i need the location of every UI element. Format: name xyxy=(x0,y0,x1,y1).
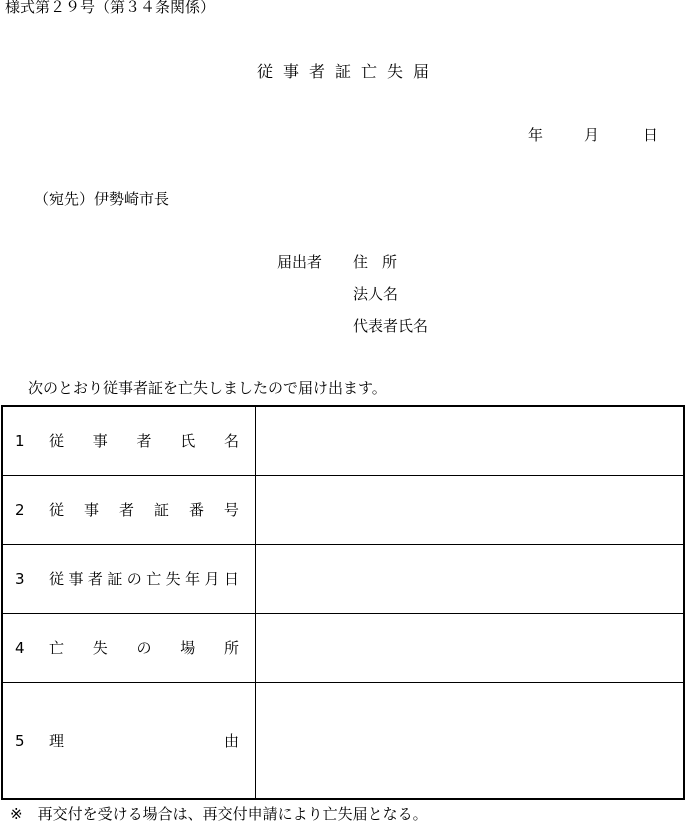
form-table xyxy=(1,405,685,800)
label-char: 号 xyxy=(223,501,239,519)
label-char: 者 xyxy=(118,501,134,519)
loss-date-field[interactable] xyxy=(257,545,683,613)
column-divider xyxy=(255,407,256,475)
row-number: 5 xyxy=(15,731,25,750)
column-divider xyxy=(255,476,256,544)
table-row xyxy=(3,683,683,798)
label-char: の xyxy=(126,570,142,588)
employee-name-field[interactable] xyxy=(257,407,683,475)
date-year-label: 年 xyxy=(528,126,544,144)
label-char: 年 xyxy=(185,570,201,588)
label-char: 証 xyxy=(153,501,169,519)
column-divider xyxy=(255,683,256,798)
label-char: 名 xyxy=(223,432,239,450)
table-row xyxy=(3,407,683,476)
label-char: の xyxy=(136,639,152,657)
row-number: 3 xyxy=(15,570,25,588)
table-row xyxy=(3,614,683,683)
row-label xyxy=(49,639,239,657)
table-row xyxy=(3,545,683,614)
label-char: 従 xyxy=(49,570,65,588)
label-char: 事 xyxy=(92,432,108,450)
row-number: 4 xyxy=(15,639,25,657)
label-char: 失 xyxy=(165,570,181,588)
form-number: 様式第２９号（第３４条関係） xyxy=(5,0,216,16)
row-label xyxy=(49,732,239,750)
document-title: 従事者証亡失届 xyxy=(256,62,439,81)
submitter-representative-label: 代表者氏名 xyxy=(353,317,429,335)
label-char: 事 xyxy=(68,570,84,588)
table-row xyxy=(3,476,683,545)
submitter-label: 届出者 xyxy=(277,253,323,271)
date-month-label: 月 xyxy=(584,126,600,144)
label-char: 所 xyxy=(223,639,239,657)
label-char: 日 xyxy=(223,570,239,588)
label-char: 亡 xyxy=(146,570,162,588)
label-char: 理 xyxy=(49,731,65,750)
label-char: 者 xyxy=(87,570,103,588)
label-char: 由 xyxy=(223,731,239,750)
row-number: 2 xyxy=(15,501,25,519)
row-label xyxy=(49,570,239,588)
addressee: （宛先）伊勢崎市長 xyxy=(34,190,170,208)
label-char: 従 xyxy=(49,501,65,519)
label-char: 事 xyxy=(83,501,99,519)
label-char: 証 xyxy=(107,570,123,588)
row-label xyxy=(49,501,239,519)
label-char: 氏 xyxy=(180,432,196,450)
intro-statement: 次のとおり従事者証を亡失しましたので届け出ます。 xyxy=(28,379,387,397)
footnote: ※ 再交付を受ける場合は、再交付申請により亡失届となる。 xyxy=(10,805,428,823)
label-char: 従 xyxy=(49,432,65,450)
row-number: 1 xyxy=(15,432,25,450)
column-divider xyxy=(255,614,256,682)
label-char: 亡 xyxy=(49,639,65,657)
label-char: 場 xyxy=(180,639,196,657)
date-day-label: 日 xyxy=(643,126,659,144)
loss-place-field[interactable] xyxy=(257,614,683,682)
label-char: 月 xyxy=(204,570,220,588)
row-label xyxy=(49,432,239,450)
label-char: 失 xyxy=(92,639,108,657)
label-char: 者 xyxy=(136,432,152,450)
submitter-address-label: 住所 xyxy=(353,253,412,271)
label-char: 番 xyxy=(188,501,204,519)
submitter-corporation-label: 法人名 xyxy=(353,285,399,303)
certificate-number-field[interactable] xyxy=(257,476,683,544)
column-divider xyxy=(255,545,256,613)
reason-field[interactable] xyxy=(257,683,683,798)
